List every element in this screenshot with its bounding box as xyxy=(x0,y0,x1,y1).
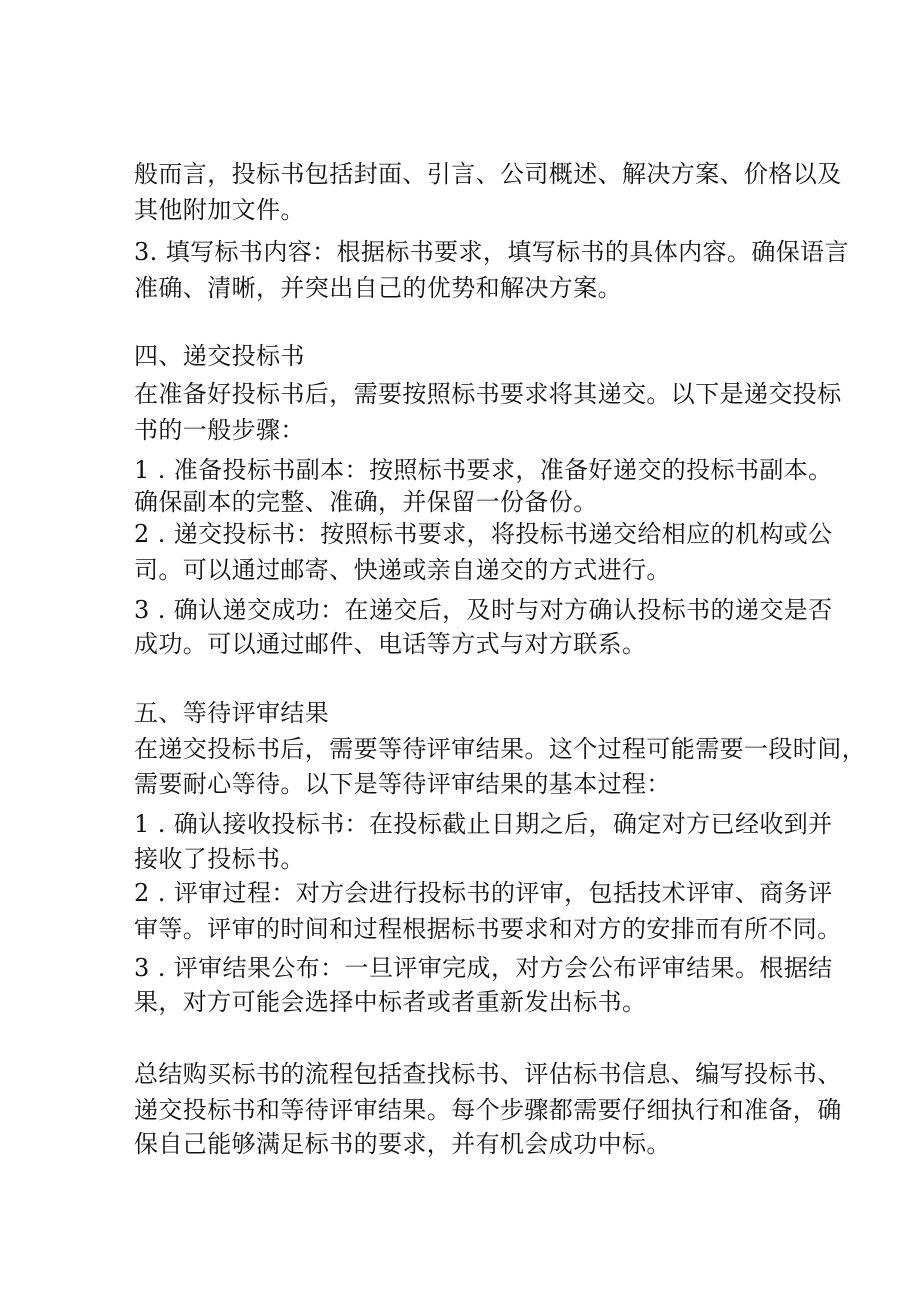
section4-item-2-line-1: 2 . 递交投标书：按照标书要求，将投标书递交给相应的机构或公 xyxy=(134,520,833,548)
summary-line-1: 总结购买标书的流程包括查找标书、评估标书信息、编写投标书、 xyxy=(134,1060,842,1088)
summary-line-2: 递交投标书和等待评审结果。每个步骤都需要仔细执行和准备，确 xyxy=(134,1096,842,1124)
section5-heading: 五、等待评审结果 xyxy=(134,699,330,727)
summary-line-3: 保自己能够满足标书的要求，并有机会成功中标。 xyxy=(134,1130,671,1158)
section5-intro-line-2: 需要耐心等待。以下是等待评审结果的基本过程： xyxy=(134,770,671,798)
intro-line-2: 其他附加文件。 xyxy=(134,196,305,224)
section4-intro-line-2: 书的一般步骤： xyxy=(134,416,305,444)
section5-intro-line-1: 在递交投标书后，需要等待评审结果。这个过程可能需要一段时间， xyxy=(134,735,866,763)
section5-item-2-line-1: 2 . 评审过程：对方会进行投标书的评审，包括技术评审、商务评 xyxy=(134,879,833,907)
section5-item-2-line-2: 审等。评审的时间和过程根据标书要求和对方的安排而有所不同。 xyxy=(134,915,842,943)
section4-intro-line-1: 在准备好投标书后，需要按照标书要求将其递交。以下是递交投标 xyxy=(134,380,842,408)
section5-item-1-line-1: 1 . 确认接收投标书：在投标截止日期之后，确定对方已经收到并 xyxy=(134,810,833,838)
intro-line-1: 般而言，投标书包括封面、引言、公司概述、解决方案、价格以及 xyxy=(134,160,842,188)
section5-item-3-line-1: 3 . 评审结果公布：一旦评审完成，对方会公布评审结果。根据结 xyxy=(134,954,833,982)
step3-line-2: 准确、清晰，并突出自己的优势和解决方案。 xyxy=(134,274,622,302)
section4-item-1-line-1: 1 . 准备投标书副本：按照标书要求，准备好递交的投标书副本。 xyxy=(134,456,833,484)
section4-item-2-line-2: 司。可以通过邮寄、快递或亲自递交的方式进行。 xyxy=(134,556,671,584)
section5-item-1-line-2: 接收了投标书。 xyxy=(134,845,305,873)
step3-line-1: 3. 填写标书内容：根据标书要求，填写标书的具体内容。确保语言 xyxy=(134,238,849,266)
section4-item-3-line-2: 成功。可以通过邮件、电话等方式与对方联系。 xyxy=(134,630,647,658)
section4-item-3-line-1: 3 . 确认递交成功：在递交后，及时与对方确认投标书的递交是否 xyxy=(134,596,833,624)
section4-heading: 四、递交投标书 xyxy=(134,342,305,370)
section5-item-3-line-2: 果，对方可能会选择中标者或者重新发出标书。 xyxy=(134,988,647,1016)
section4-item-1-line-2: 确保副本的完整、准确，并保留一份备份。 xyxy=(134,488,598,516)
